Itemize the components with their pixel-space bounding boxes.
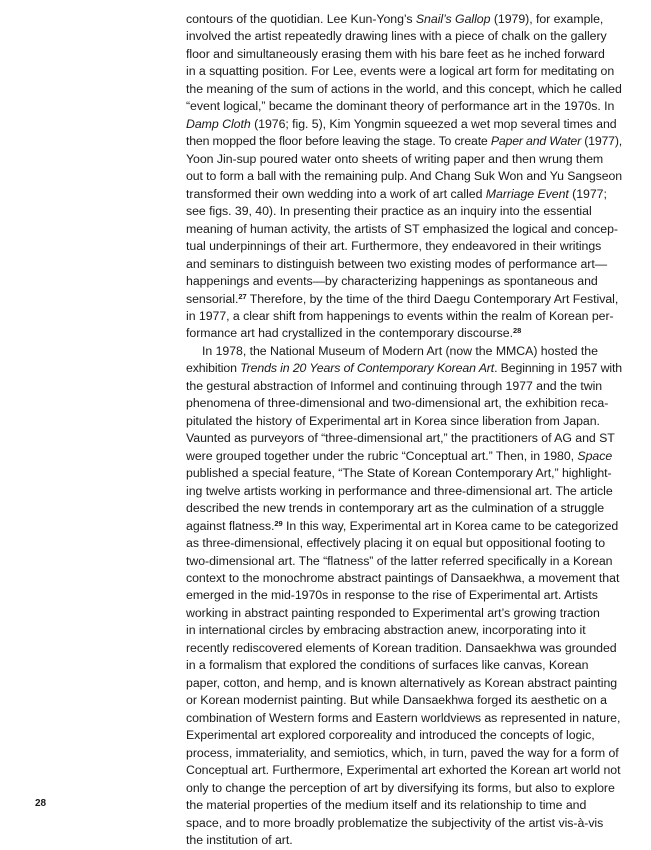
- text-segment: Therefore, by the time of the third Daegu Contemporary Art Festival,: [246, 291, 619, 306]
- text-segment: as three-dimensional, effectively placing it on equal but oppositional footing to: [186, 536, 606, 551]
- text-segment: Experimental art explored corporeality and introduced the concepts of logic,: [186, 728, 595, 743]
- text-segment: pitulated the history of Experimental art in Korea since liberation from Japan.: [186, 413, 600, 428]
- text-segment: Conceptual art. Furthermore, Experimental art exhorted the Korean art world not: [186, 763, 621, 778]
- text-line: [186, 553, 622, 570]
- text-line: [186, 815, 622, 832]
- text-line: [186, 675, 622, 692]
- text-line: [186, 81, 622, 98]
- text-line: [186, 657, 622, 674]
- text-segment: the gestural abstraction of Informel and continuing through 1977 and the twin: [186, 378, 603, 393]
- text-segment: and seminars to distinguish between two existing modes of performance art—: [186, 256, 608, 271]
- text-segment: Yoon Jin-sup poured water onto sheets of writing paper and then wrung them: [186, 151, 604, 166]
- text-line: [186, 308, 622, 325]
- text-segment: Vaunted as purveyors of “three-dimensional art,” the practitioners of AG and ST: [186, 431, 615, 446]
- text-segment: were grouped together under the rubric “Conceptual art.” Then, in 1980,: [186, 448, 578, 463]
- text-segment: involved the artist repeatedly drawing lines with a piece of chalk on the gallery: [186, 29, 607, 44]
- text-segment: two-dimensional art. The “flatness” of the latter referred specifically in a Korean: [186, 553, 613, 568]
- text-line: [186, 63, 622, 80]
- italic-title: Space: [577, 448, 613, 463]
- italic-title: Damp Cloth: [186, 116, 251, 131]
- text-segment: in a formalism that explored the conditions of surfaces like canvas, Korean: [186, 658, 589, 673]
- text-line: [186, 570, 622, 587]
- text-segment: (1979), for example,: [490, 12, 604, 26]
- text-line: [186, 395, 622, 412]
- text-line: [186, 360, 622, 377]
- text-line: [186, 11, 622, 28]
- text-line: [186, 430, 622, 447]
- text-line: [186, 28, 622, 45]
- text-segment: working in abstract painting responded to Experimental art’s growing traction: [186, 605, 600, 620]
- text-line: [186, 518, 622, 535]
- italic-title: Marriage Event: [485, 186, 569, 201]
- text-line: [186, 203, 622, 220]
- text-line: [186, 587, 622, 604]
- text-segment: in international circles by embracing abstraction anew, incorporating into it: [186, 623, 586, 638]
- text-line: [186, 622, 622, 639]
- text-segment: in 1977, a clear shift from happenings to events within the realm of Korean per-: [186, 308, 614, 323]
- text-segment: described the new trends in contemporary art as the culmination of a struggle: [186, 501, 605, 516]
- text-segment: phenomena of three-dimensional and two-dimensional art, the exhibition reca-: [186, 396, 609, 411]
- text-line: [186, 133, 622, 150]
- text-line: [186, 168, 622, 185]
- text-line: [186, 640, 622, 657]
- body-text-column: [186, 11, 622, 850]
- text-segment: “event logical,” became the dominant theory of performance art in the 1970s. In: [186, 99, 615, 114]
- text-line: [186, 797, 622, 814]
- text-line: [186, 762, 622, 779]
- text-segment: formance art had crystallized in the contemporary discourse.: [186, 326, 514, 341]
- text-segment: combination of Western forms and Eastern worldviews as represented in nature,: [186, 710, 621, 725]
- text-line: [186, 500, 622, 517]
- text-line: [186, 256, 622, 273]
- text-segment: see figs. 39, 40). In presenting their practice as an inquiry into the essential: [186, 204, 592, 219]
- text-segment: contours of the quotidian. Lee Kun-Yong’s: [186, 12, 416, 26]
- text-segment: out to form a ball with the remaining pulp. And Chang Suk Won and Yu Sangseon: [186, 169, 622, 184]
- text-segment: the material properties of the medium itself and its relationship to time and: [186, 798, 587, 813]
- text-line: [186, 273, 622, 290]
- text-segment: happenings and events—by characterizing happenings as spontaneous and: [186, 274, 598, 289]
- text-segment: or Korean modernist painting. But while Dansaekhwa forged its aesthetic on a: [186, 693, 607, 708]
- text-segment: the meaning of the sum of actions in the world, and this concept, which he called: [186, 81, 622, 96]
- text-line: [186, 291, 622, 308]
- text-segment: only to change the perception of art by diversifying its forms, but also to explore: [186, 780, 615, 795]
- text-line: [186, 692, 622, 709]
- text-segment: (1977),: [581, 134, 622, 149]
- text-segment: then mopped the floor before leaving the stage. To create: [186, 134, 491, 149]
- text-line: [186, 46, 622, 63]
- text-segment: transformed their own wedding into a work of art called: [186, 186, 486, 201]
- text-line: [186, 710, 622, 727]
- text-line: [186, 186, 622, 203]
- text-segment: sensorial.: [186, 291, 239, 306]
- text-segment: published a special feature, “The State of Korean Contemporary Art,” highlight-: [186, 466, 612, 481]
- text-segment: ing twelve artists working in performance and three-dimensional art. The article: [186, 483, 613, 498]
- text-line: [186, 151, 622, 168]
- text-segment: tual underpinnings of their art. Furthermore, they endeavored in their writings: [186, 239, 602, 254]
- text-segment: meaning of human activity, the artists of ST emphasized the logical and concep-: [186, 221, 618, 236]
- italic-title: Snail’s Gallop: [415, 12, 491, 26]
- italic-title: Trends in 20 Years of Contemporary Korean Art: [240, 361, 495, 376]
- text-line: [186, 465, 622, 482]
- text-segment: exhibition: [186, 361, 241, 376]
- text-segment: In 1978, the National Museum of Modern Art (now the MMCA) hosted the: [202, 343, 598, 358]
- text-segment: in a squatting position. For Lee, events were a logical art form for meditating on: [186, 64, 615, 79]
- text-line: [186, 98, 622, 115]
- text-segment: floor and simultaneously erasing them with his bare feet as he inched forward: [186, 46, 605, 61]
- italic-title: Paper and Water: [490, 134, 582, 149]
- text-line: [186, 343, 622, 360]
- text-segment: (1976; fig. 5), Kim Yongmin squeezed a wet mop several times and: [250, 116, 617, 131]
- text-segment: process, immateriality, and semiotics, which, in turn, paved the way for a form of: [186, 745, 619, 760]
- text-segment: emerged in the mid-1970s in response to the rise of Experimental art. Artists: [186, 588, 598, 603]
- text-segment: paper, cotton, and hemp, and is known alternatively as Korean abstract painting: [186, 675, 618, 690]
- page-number: 28: [35, 798, 47, 809]
- text-line: [186, 727, 622, 744]
- footnote-reference: 28: [513, 326, 522, 336]
- text-segment: context to the monochrome abstract paintings of Dansaekhwa, a movement that: [186, 571, 620, 585]
- text-line: [186, 605, 622, 622]
- text-line: [186, 413, 622, 430]
- text-line: [186, 780, 622, 797]
- text-line: [186, 238, 622, 255]
- text-segment: (1977;: [568, 186, 607, 201]
- text-segment: against flatness.: [186, 518, 275, 533]
- text-line: [186, 448, 622, 465]
- text-line: [186, 116, 622, 133]
- text-line: [186, 745, 622, 762]
- text-line: [186, 221, 622, 238]
- footnote-reference: 27: [238, 291, 247, 301]
- text-segment: the institution of art.: [186, 833, 293, 848]
- text-segment: recently rediscovered elements of Korean tradition. Dansaekhwa was grounded: [186, 640, 617, 655]
- text-line: [186, 325, 622, 342]
- text-line: [186, 483, 622, 500]
- text-line: [186, 535, 622, 552]
- text-line: [186, 378, 622, 395]
- text-segment: In this way, Experimental art in Korea came to be categorized: [282, 518, 619, 533]
- text-line: [186, 832, 622, 849]
- footnote-reference: 29: [274, 518, 283, 528]
- text-segment: space, and to more broadly problematize the subjectivity of the artist vis-à-vis: [186, 815, 604, 830]
- text-segment: . Beginning in 1957 with: [494, 361, 623, 376]
